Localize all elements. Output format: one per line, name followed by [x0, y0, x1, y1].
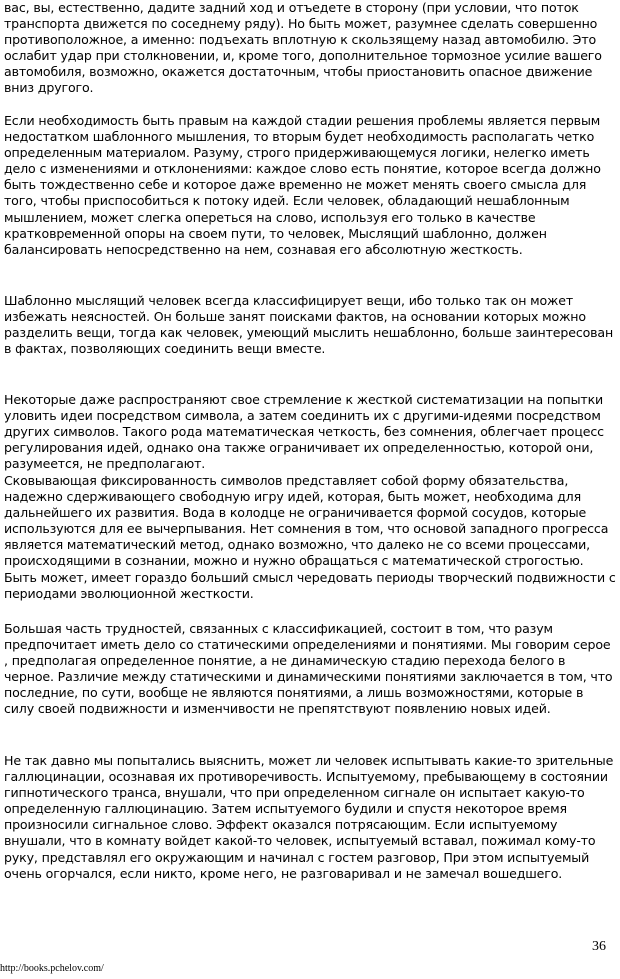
paragraph-2: Если необходимость быть правым на каждой стадии решения проблемы является первым недостатком шаблонного мышления, то вторым будет необходимость располагать четко определенным материалом. Разуму, строго придерживающемуся логики, нелегко иметь дело с изменениями и отклонениями: каждое слово есть понятие, которое всегда должно быть тождественно себе и которое даже временно не может менять своего смысла для того, чтобы приспособиться к потоку идей. Если человек, обладающий нешаблонным мышлением, может слегка опереться на слово, используя его только в качестве кратковременной опоры на своем пути, то человек, Мыслящий шаблонно, должен балансировать непосредственно на нем, сознавая его абсолютную жесткость. [4, 113, 601, 257]
page-number: 36 [592, 939, 606, 954]
paragraph-6: Большая часть трудностей, связанных с классификацией, состоит в том, что разум предпочитает иметь дело со статическими определениями и понятиями. Мы говорим серое , предполагая определенное понятие, а не динамическую стадию перехода белого в черное. Различие между статическими и динамическими понятиями заключается в том, что последние, по сути, вообще не являются понятиями, а лишь возможностями, которые в силу своей подвижности и изменчивости не препятствуют появлению новых идей. [4, 621, 613, 717]
paragraph-1: вас, вы, естественно, дадите задний ход и отъедете в сторону (при условии, что поток транспорта движется по соседнему ряду). Но быть может, разумнее сделать совершенно противоположное, а именно: подъехать вплотную к скользящему назад автомобилю. Это ослабит удар при столкновении, и, кроме того, дополнительное тормозное усилие вашего автомобиля, возможно, окажется достаточным, чтобы приостановить опасное движение вниз другого. [4, 0, 602, 96]
paragraph-5: Сковывающая фиксированность символов представляет собой форму обязательства, надежно сдерживающего свободную игру идей, которая, быть может, необходима для дальнейшего их развития. Вода в колодце не ограничивается формой сосудов, которые используются для ее вычерпывания. Нет сомнения в том, что основой западного прогресса является математический метод, однако возможно, что далеко не со всеми процессами, происходящими в сознании, можно и нужно обращаться с математической строгостью. Быть может, имеет гораздо больший смысл чередовать периоды творческий подвижности с периодами эволюционной жесткости. [4, 473, 616, 601]
footer-url[interactable]: http://books.pchelov.com/ [0, 963, 104, 974]
paragraph-4: Некоторые даже распространяют свое стремление к жесткой систематизации на попытки уловить идеи посредством символа, а затем соединить их с другими-идеями посредством других символов. Такого рода математическая четкость, без сомнения, облегчает процесс регулирования идей, однако она также ограничивает их определенностью, которой они, разумеется, не предполагают. [4, 392, 604, 472]
paragraph-7: Не так давно мы попытались выяснить, может ли человек испытывать какие-то зрительные галлюцинации, осознавая их противоречивость. Испытуемому, пребывающему в состоянии гипнотического транса, внушали, что при определенном сигнале он испытает какую-то определенную галлюцинацию. Затем испытуемого будили и спустя некоторое время произносили сигнальное слово. Эффект оказался потрясающим. Если испытуемому внушали, что в комнату войдет какой-то человек, испытуемый вставал, пожимал кому-то руку, представлял его окружающим и начинал с гостем разговор, При этом испытуемый очень огорчался, если никто, кроме него, не разговаривал и не замечал вошедшего. [4, 753, 614, 881]
paragraph-3: Шаблонно мыслящий человек всегда классифицирует вещи, ибо только так он может избежать неясностей. Он больше занят поисками фактов, на основании которых можно разделить вещи, тогда как человек, умеющий мыслить нешаблонно, больше заинтересован в фактах, позволяющих соединить вещи вместе. [4, 293, 614, 357]
